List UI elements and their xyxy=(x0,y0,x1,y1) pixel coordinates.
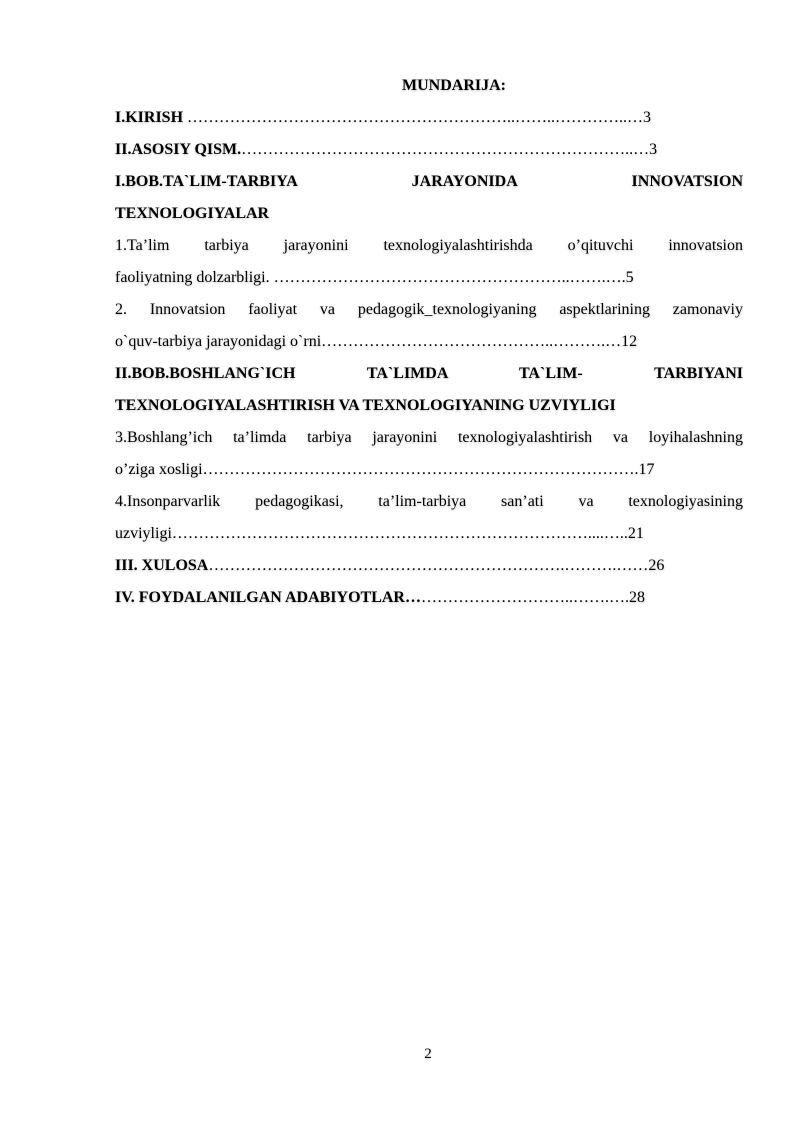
toc-entry-label: IV. FOYDALANILGAN ADABIYOTLAR… xyxy=(115,589,421,606)
toc-entry-label: III. XULOSA xyxy=(115,557,209,574)
toc-entry-leader: ……………………………………………………..……..…………..…3 xyxy=(183,109,652,126)
toc-chapter-2-heading: II.BOB.BOSHLANG`ICH TA`LIMDA TA`LIM- TARBIYANI xyxy=(115,365,743,382)
toc-entry-2: 2. Innovatsion faoliyat va pedagogik_texnologiyaning aspektlarining zamonaviy xyxy=(115,301,743,318)
toc-entry-3-cont: o’ziga xosligi……………………………………………………………………….17 xyxy=(115,461,655,478)
toc-entry-4: 4.Insonparvarlik pedagogikasi, ta’lim-tarbiya san’ati va texnologiyasining xyxy=(115,493,743,510)
toc-entry-4-cont: uzviyligi……………………………………………………………………....…..21 xyxy=(115,525,644,542)
toc-entry-1-cont: faoliyatning dolzarbligi. ………………………………………………..…….….5 xyxy=(115,269,634,286)
toc-entry-leader: ………………………………………………………………..…3 xyxy=(241,141,658,158)
toc-entry-3: 3.Boshlang’ich ta’limda tarbiya jarayonini texnologiyalashtirish va loyihalashning xyxy=(115,429,743,446)
toc-entry-xulosa xyxy=(115,550,743,582)
toc-chapter-2-heading-cont: TEXNOLOGIYALASHTIRISH VA TEXNOLOGIYANING UZVIYLIGI xyxy=(115,397,616,414)
toc-entry-label: II.ASOSIY QISM. xyxy=(115,141,242,158)
page-number: 2 xyxy=(424,1046,432,1062)
toc-chapter-1-heading-cont: TEXNOLOGIYALAR xyxy=(115,205,270,222)
toc-chapter-1-heading: I.BOB.TA`LIM-TARBIYA JARAYONIDA INNOVATSION xyxy=(115,173,743,190)
toc-entry-asosiy-qism xyxy=(115,134,743,166)
toc-entry-adabiyotlar xyxy=(115,582,743,614)
toc-entry-label: I.KIRISH xyxy=(115,109,184,126)
toc-entry-kirish xyxy=(115,102,743,134)
toc-entry-1: 1.Ta’lim tarbiya jarayonini texnologiyalashtirishda o’qituvchi innovatsion xyxy=(115,237,743,254)
page-title: MUNDARIJA: xyxy=(402,77,506,94)
toc-entry-leader: ………………………..…….….28 xyxy=(420,589,645,606)
toc-entry-leader: ………………………………………………………….……….……26 xyxy=(208,557,665,574)
table-of-contents xyxy=(115,70,743,614)
toc-entry-2-cont: o`quv-tarbiya jarayonidagi o`rni……………………………………..……….…12 xyxy=(115,333,638,350)
